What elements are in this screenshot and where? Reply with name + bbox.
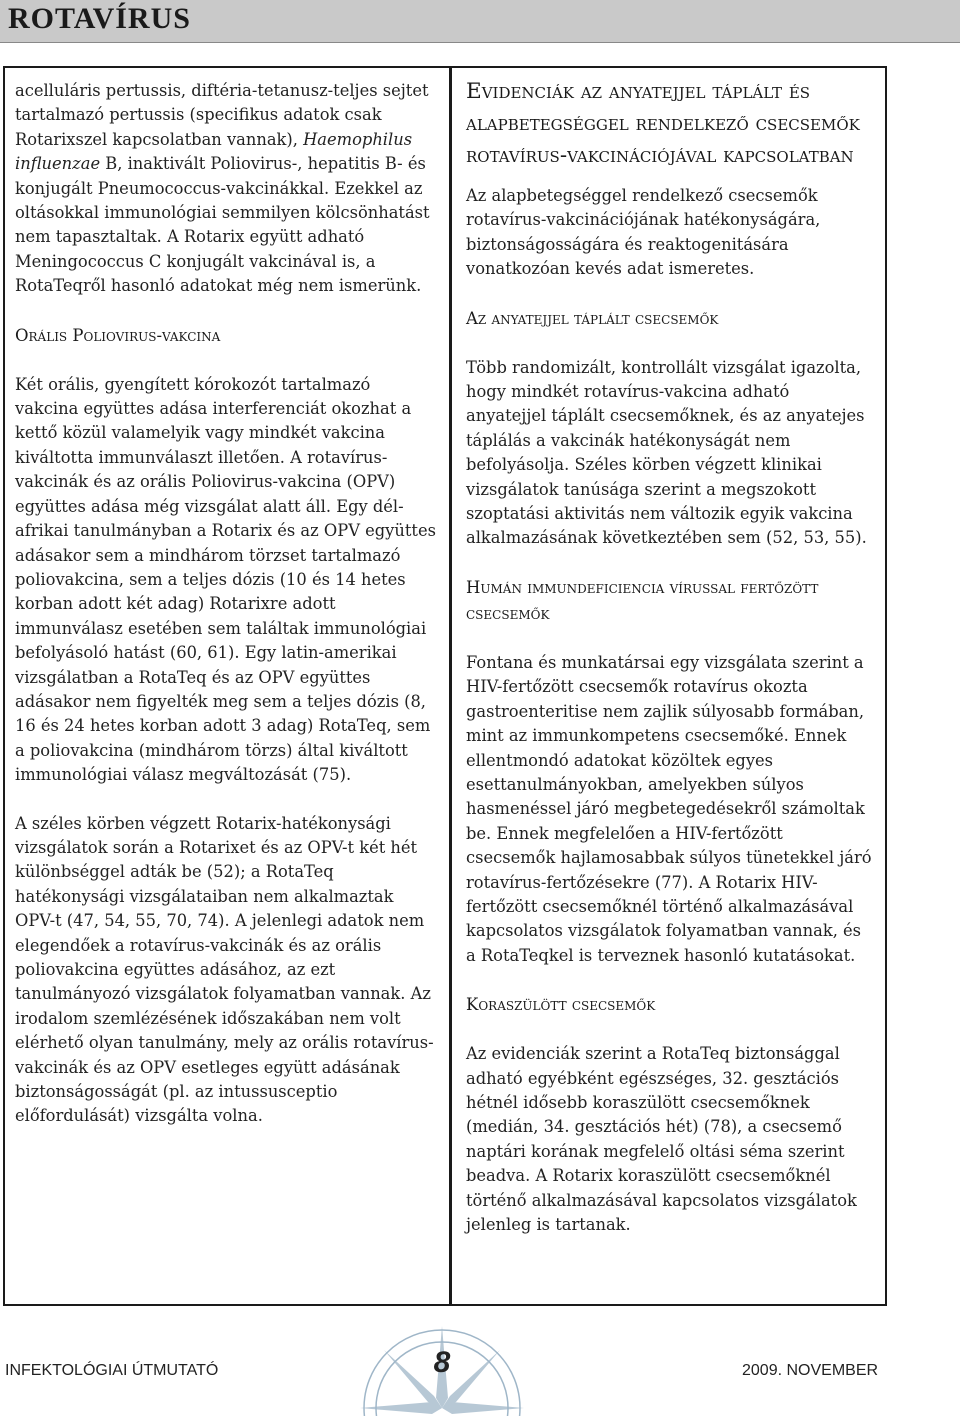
footer-date: 2009. NOVEMBER	[742, 1362, 879, 1379]
section-heading-breastfed: Az anyatejjel táplált csecsemők	[466, 308, 719, 328]
right-column	[450, 66, 887, 1306]
intro-italic-term: Haemophilus influenzae	[15, 129, 413, 174]
section-heading-opv: Orális Poliovirus-vakcina	[15, 325, 221, 345]
section-heading-hiv: Humán immundeficiencia vírussal fertőzött csecsemők	[466, 577, 819, 623]
premature-paragraph: Az evidenciák szerint a RotaTeq biztonsággal adható egyébként egészséges, 32. gesztációs hétnél idősebb koraszülött csecsemőknek (medián, 34. gesztációs hét) (78), a csecsemő naptári korának megfelelő oltási séma szerint beadva. A Rotarix koraszülött csecsemőknél történő alkalmazásával kapcsolatos vizsgálatok jelenleg is tartanak.	[466, 1044, 857, 1234]
main-section-paragraph: Az alapbetegséggel rendelkező csecsemők rotavírus-vakcinációjának hatékonyságára, biztonságosságára és reaktogenitására vonatkozóan kevés adat ismeretes.	[466, 186, 821, 279]
intro-paragraph	[15, 79, 437, 299]
intro-text-1: acelluláris pertussis, diftéria-tetanusz-teljes sejtet tartalmazó pertussis (specifikus adatok csak Rotarixszel kapcsolatban vannak),	[15, 81, 429, 149]
left-column	[3, 66, 451, 1306]
page-number: 8	[433, 1346, 451, 1379]
main-section-heading: Evidenciák az anyatejjel táplált és alapbetegséggel rendelkező csecsemők rotavírus-vakcinációjával kapcsolatban	[466, 79, 860, 168]
hiv-paragraph: Fontana és munkatársai egy vizsgálata szerint a HIV-fertőzött csecsemők rotavírus okozta gastroenteritise nem zajlik súlyosabb formában, mint az immunkompetens csecsemőké. Ennek ellentmondó adatokat közöltek egyes esettanulmányokban, amelyekben súlyos hasmenéssel járó megbetegedésekről számoltak be. Ennek megfelelően a HIV-fertőzött csecsemők hajlamosabbak súlyos tünetekkel járó rotavírus-fertőzésekre (77). A Rotarix HIV-fertőzött csecsemőknél történő alkalmazásával kapcsolatos vizsgálatok folyamatban vannak, és a RotaTeqkel is terveznek hasonló kutatásokat.	[466, 652, 872, 965]
page-header	[0, 0, 960, 43]
intro-text-2: B, inaktivált Poliovirus-, hepatitis B- és konjugált Pneumococcus-vakcinákkal. Ezekkel az oltásokkal immunológiai semmilyen kölcsönhatást nem tapasztaltak. A Rotarix együtt adható Meningococcus C konjugált vakcinával is, a RotaTeqről hasonló adatokat még nem ismerünk.	[15, 154, 430, 296]
footer-publication: INFEKTOLÓGIAI ÚTMUTATÓ	[5, 1362, 219, 1379]
breastfed-paragraph: Több randomizált, kontrollált vizsgálat igazolta, hogy mindkét rotavírus-vakcina adható anyatejjel táplált csecsemőknek, és az anyatejes táplálás a vakcinák hatékonyságát nem befolyásolja. Széles körben végzett klinikai vizsgálatok tanúsága szerint a megszokott szoptatási aktivitás nem változik egyik vakcina alkalmazásának következtében sem (52, 53, 55).	[466, 357, 867, 548]
section-heading-premature: Koraszülött csecsemők	[466, 995, 656, 1015]
page-title: ROTAVÍRUS	[8, 2, 191, 35]
opv-paragraph-1: Két orális, gyengített kórokozót tartalmazó vakcina együttes adása interferenciát okozhat a kettő közül valamelyik vagy mindkét vakcina kiváltotta immunválaszt illetően. A rotavírus-vakcinák és az orális Poliovirus-vakcina (OPV) együttes adása még vizsgálat alatt áll. Egy dél-afrikai tanulmányban a Rotarix és az OPV együttes adásakor sem a mindhárom törzset tartalmazó poliovakcina, sem a teljes dózis (10 és 14 hetes korban adott két adag) Rotarixre adott immunválasz esetében sem találtak immunológiai befolyásoló hatást (60, 61). Egy latin-amerikai vizsgálatban a RotaTeq és az OPV együttes adásakor nem figyelték meg sem a teljes dózis (8, 16 és 24 hetes korban adott 3 adag) RotaTeq, sem a poliovakcina (mindhárom törzs) által kiváltott immunológiai válasz megváltozását (75).	[15, 374, 436, 785]
opv-paragraph-2: A széles körben végzett Rotarix-hatékonysági vizsgálatok során a Rotarixet és az OPV-t két hét különbséggel adták be (52); a RotaTeq hatékonysági vizsgálataiban nem alkalmaztak OPV-t (47, 54, 55, 70, 74). A jelenlegi adatok nem elegendőek a rotavírus-vakcinák és az orális poliovakcina együttes adásához, az ezt tanulmányozó vizsgálatok folyamatban vannak. Az irodalom szemlézésének időszakában nem volt elérhető olyan tanulmány, mely az orális rotavírus-vakcinák és az OPV esetleges együtt adásának biztonságosságát (pl. az intussusceptio előfordulását) vizsgálta volna.	[15, 813, 434, 1126]
